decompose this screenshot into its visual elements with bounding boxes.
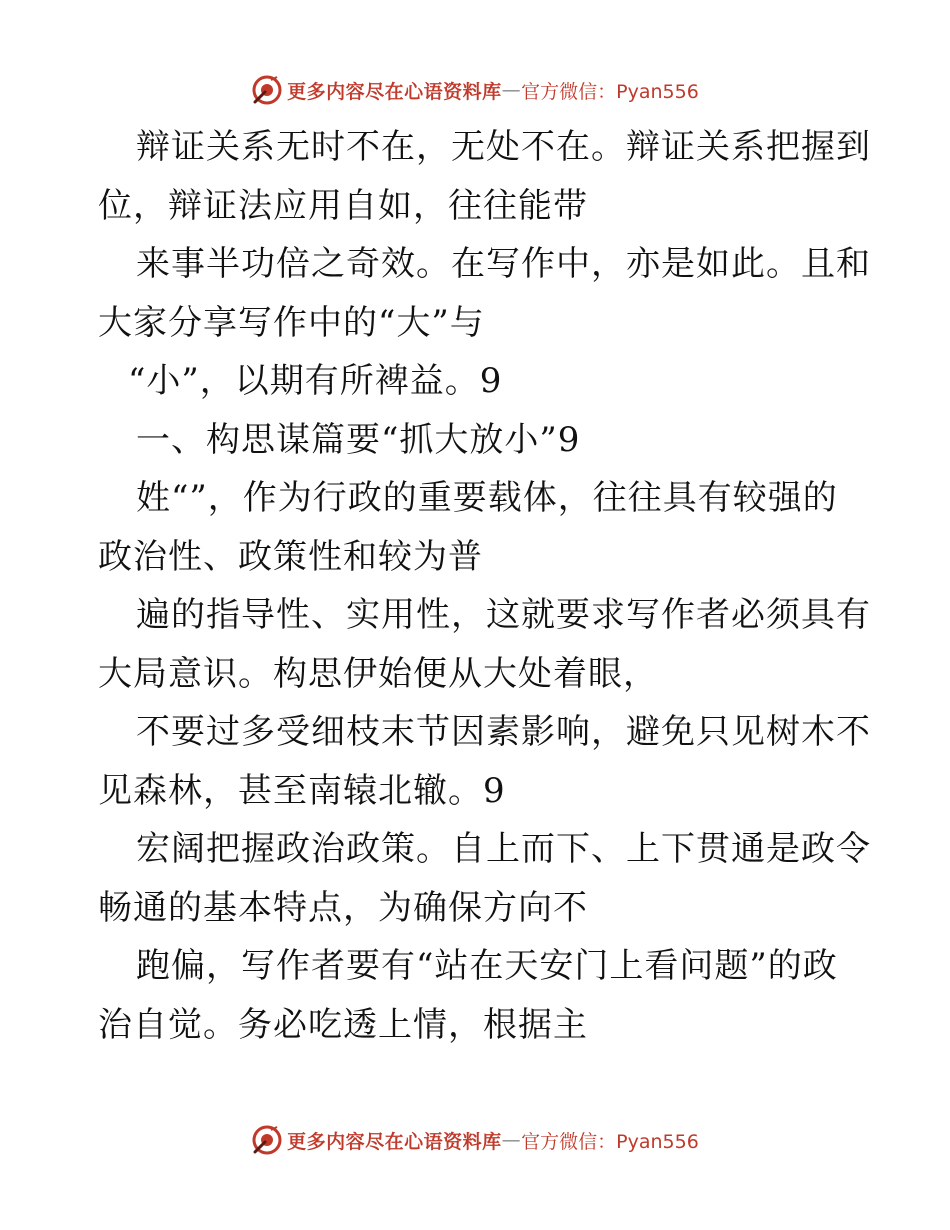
body-line: 宏阔把握政治政策。自上而下、上下贯通是政令: [136, 829, 871, 869]
document-body: [98, 118, 871, 1054]
brand-logo-icon: [251, 1124, 283, 1156]
body-line: 跑偏，写作者要有“站在天安门上看问题”的政: [136, 946, 838, 986]
body-line: 大局意识。构思伊始便从大处着眼，: [98, 653, 658, 694]
body-line: “小”，以期有所裨益。9: [128, 361, 503, 401]
banner-dash: —: [501, 79, 522, 101]
body-line: 治自觉。务必吃透上情，根据主: [98, 1004, 588, 1045]
banner-title: 更多内容尽在心语资料库: [287, 1130, 502, 1153]
body-line: 不要过多受细枝末节因素影响，避免只见树木不: [136, 712, 871, 752]
body-line: 政治性、政策性和较为普: [98, 536, 483, 577]
banner-wechat: 官方微信：Pyan556: [521, 1130, 699, 1153]
body-line: 来事半功倍之奇效。在写作中，亦是如此。且和: [136, 244, 871, 284]
body-line: 畅通的基本特点，为确保方向不: [98, 887, 588, 928]
body-line: 大家分享写作中的“大”与: [98, 302, 485, 343]
body-line: 遍的指导性、实用性，这就要求写作者必须具有: [136, 595, 871, 635]
banner-title: 更多内容尽在心语资料库: [287, 80, 502, 103]
banner-dash: —: [501, 1129, 522, 1151]
body-line: 辩证关系无时不在，无处不在。辩证关系把握到: [136, 127, 871, 167]
header-banner: [0, 70, 950, 110]
body-line: 位，辩证法应用自如，往往能带: [98, 185, 588, 226]
banner-wechat: 官方微信：Pyan556: [521, 80, 699, 103]
body-line: 见森林，甚至南辕北辙。9: [98, 770, 506, 811]
body-line: 姓“”，作为行政的重要载体，往往具有较强的: [136, 478, 838, 518]
brand-logo-icon: [251, 74, 283, 106]
section-heading: 一、构思谋篇要“抓大放小”9: [136, 419, 581, 460]
footer-banner: [0, 1120, 950, 1160]
